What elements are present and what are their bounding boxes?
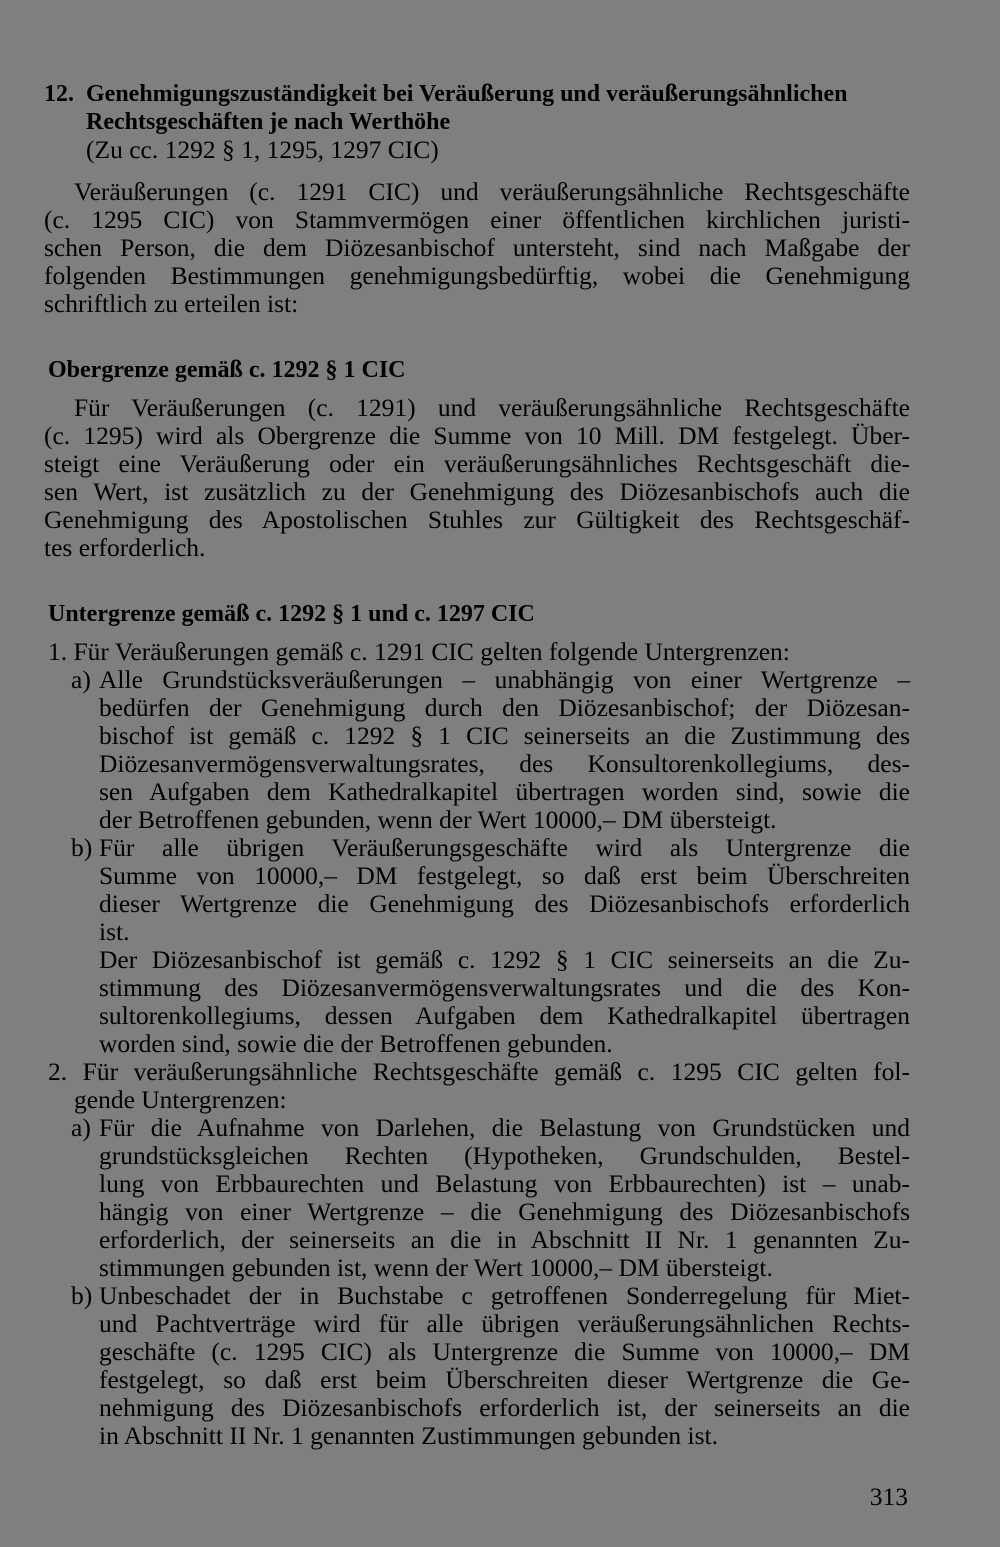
untergrenze-item-1 — [44, 638, 910, 1058]
sub-item-line: Der Diözesanbischof ist gemäß c. 1292 § 1 CIC seinerseits an die Zu- — [99, 945, 910, 974]
sub-item-line: Diözesanvermögensverwaltungsrates, des Konsultorenkollegiums, des- — [99, 749, 910, 778]
obergrenze-heading: Obergrenze gemäß c. 1292 § 1 CIC — [48, 357, 406, 383]
sub-item-line: bedürfen der Genehmigung durch den Diözesanbischof; der Diözesan- — [99, 693, 910, 722]
sub-item-label: b) — [71, 1281, 93, 1310]
sub-item-line: ist. — [99, 917, 130, 946]
sub-item-line: der Betroffenen gebunden, wenn der Wert 10000,– DM übersteigt. — [99, 805, 777, 834]
section-number: 12. — [44, 81, 74, 107]
sub-item-line: Alle Grundstücksveräußerungen – unabhängig von einer Wertgrenze – — [99, 665, 910, 694]
sub-item-line: geschäfte (c. 1295 CIC) als Untergrenze die Summe von 10000,– DM — [99, 1337, 910, 1366]
section-title — [86, 80, 848, 164]
sub-item-line: Für alle übrigen Veräußerungsgeschäfte wird als Untergrenze die — [99, 833, 910, 862]
obergrenze-paragraph — [44, 394, 910, 562]
sub-item-line: stimmungen gebunden ist, wenn der Wert 10000,– DM übersteigt. — [99, 1253, 773, 1282]
sub-item-line: grundstücksgleichen Rechten (Hypotheken, Grundschulden, Bestel- — [99, 1141, 910, 1170]
paragraph-line: sen Wert, ist zusätzlich zu der Genehmigung des Diözesanbischofs auch die — [44, 477, 910, 506]
paragraph-line: (c. 1295 CIC) von Stammvermögen einer öffentlichen kirchlichen juristi- — [44, 205, 910, 234]
list-item-line: gende Untergrenzen: — [74, 1085, 287, 1114]
untergrenze-item-2 — [44, 1058, 910, 1450]
sub-item-line: sultorenkollegiums, dessen Aufgaben dem Kathedralkapitel übertragen — [99, 1001, 910, 1030]
sub-item-a — [44, 1114, 910, 1282]
sub-item-label: b) — [71, 833, 93, 862]
paragraph-line: schen Person, die dem Diözesanbischof untersteht, sind nach Maßgabe der — [44, 233, 910, 262]
untergrenze-heading: Untergrenze gemäß c. 1292 § 1 und c. 1297 CIC — [48, 601, 535, 627]
section-title-line: Rechtsgeschäften je nach Werthöhe — [86, 109, 451, 135]
list-item-line: 2. Für veräußerungsähnliche Rechtsgeschäfte gemäß c. 1295 CIC gelten fol- — [48, 1057, 910, 1086]
sub-item-line: lung von Erbbaurechten und Belastung von Erbbaurechten) ist – unab- — [99, 1169, 910, 1198]
paragraph-line: steigt eine Veräußerung oder ein veräußerungsähnliches Rechtsgeschäft die- — [44, 449, 910, 478]
sub-item-line: hängig von einer Wertgrenze – die Genehmigung des Diözesanbischofs — [99, 1197, 910, 1226]
sub-item-label: a) — [71, 665, 91, 694]
sub-item-line: Unbeschadet der in Buchstabe c getroffenen Sonderregelung für Miet- — [99, 1281, 910, 1310]
paragraph-line: tes erforderlich. — [44, 533, 206, 562]
sub-item-line: worden sind, sowie die der Betroffenen gebunden. — [99, 1029, 613, 1058]
sub-item-line: in Abschnitt II Nr. 1 genannten Zustimmungen gebunden ist. — [99, 1421, 718, 1450]
paragraph-line: Für Veräußerungen (c. 1291) und veräußerungsähnliche Rechtsgeschäfte — [74, 393, 910, 422]
intro-paragraph — [44, 178, 910, 318]
paragraph-line: folgenden Bestimmungen genehmigungsbedürftig, wobei die Genehmigung — [44, 261, 910, 290]
paragraph-line: Veräußerungen (c. 1291 CIC) und veräußerungsähnliche Rechtsgeschäfte — [74, 177, 910, 206]
sub-item-line: Summe von 10000,– DM festgelegt, so daß erst beim Überschreiten — [99, 861, 910, 890]
page-number: 313 — [869, 1482, 908, 1511]
sub-item-line: stimmung des Diözesanvermögensverwaltungsrates und die des Kon- — [99, 973, 910, 1002]
sub-item-a — [44, 666, 910, 834]
paragraph-line: (c. 1295) wird als Obergrenze die Summe von 10 Mill. DM festgelegt. Über- — [44, 421, 910, 450]
list-item-line: 1. Für Veräußerungen gemäß c. 1291 CIC gelten folgende Untergrenzen: — [48, 637, 790, 666]
sub-item-line: und Pachtverträge wird für alle übrigen veräußerungsähnlichen Rechts- — [99, 1309, 910, 1338]
sub-item-line: dieser Wertgrenze die Genehmigung des Diözesanbischofs erforderlich — [99, 889, 910, 918]
sub-item-line: bischof ist gemäß c. 1292 § 1 CIC seinerseits an die Zustimmung des — [99, 721, 910, 750]
sub-item-label: a) — [71, 1113, 91, 1142]
paragraph-line: Genehmigung des Apostolischen Stuhles zur Gültigkeit des Rechtsgeschäf- — [44, 505, 910, 534]
sub-item-line: erforderlich, der seinerseits an die in Abschnitt II Nr. 1 genannten Zu- — [99, 1225, 910, 1254]
sub-item-line: Für die Aufnahme von Darlehen, die Belastung von Grundstücken und — [99, 1113, 910, 1142]
sub-item-b — [44, 834, 910, 1058]
section-title-line: Genehmigungszuständigkeit bei Veräußerung und veräußerungsähnlichen — [86, 81, 848, 107]
sub-item-line: nehmigung des Diözesanbischofs erforderlich ist, der seinerseits an die — [99, 1393, 910, 1422]
sub-item-b — [44, 1282, 910, 1450]
section-reference: (Zu cc. 1292 § 1, 1295, 1297 CIC) — [86, 135, 439, 164]
paragraph-line: schriftlich zu erteilen ist: — [44, 289, 299, 318]
sub-item-line: sen Aufgaben dem Kathedralkapitel übertragen worden sind, sowie die — [99, 777, 910, 806]
document-page — [44, 80, 910, 1450]
sub-item-line: festgelegt, so daß erst beim Überschreiten dieser Wertgrenze die Ge- — [99, 1365, 910, 1394]
section-heading — [44, 80, 910, 164]
